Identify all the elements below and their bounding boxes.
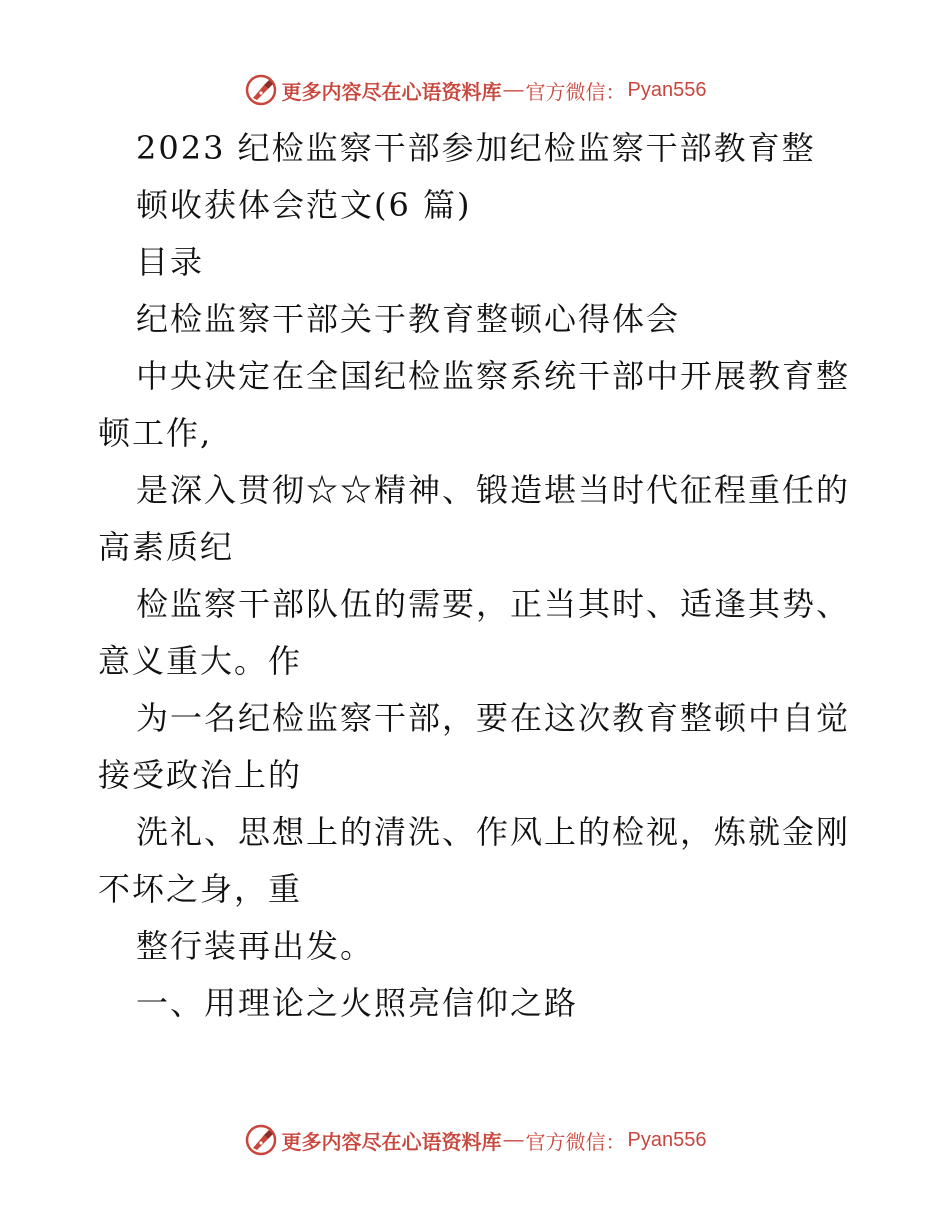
header-watermark (0, 70, 950, 110)
document-title-line-1: 2023 纪检监察干部参加纪检监察干部教育整 (136, 129, 816, 167)
paragraph-line: 不坏之身，重 (98, 870, 303, 908)
watermark-label: 官方微信： (525, 1129, 626, 1154)
paragraph-line: 是深入贯彻☆☆精神、锻造堪当时代征程重任的 (136, 471, 851, 509)
watermark-text: 更多内容尽在心语资料库 (281, 1129, 502, 1154)
paragraph-line: 意义重大。作 (98, 642, 303, 680)
footer-watermark (0, 1120, 950, 1160)
section-heading: 一、用理论之火照亮信仰之路 (136, 984, 579, 1022)
pen-nib-logo-icon (244, 1123, 278, 1157)
watermark-dash: — (503, 78, 524, 101)
paragraph-line: 接受政治上的 (98, 756, 303, 794)
watermark-account: Pyan556 (627, 78, 707, 101)
paragraph-line: 顿工作, (98, 414, 213, 452)
paragraph-line: 整行装再出发。 (136, 927, 375, 965)
section-title: 纪检监察干部关于教育整顿心得体会 (136, 300, 681, 338)
document-body (98, 120, 858, 1032)
paragraph-line: 洗礼、思想上的清洗、作风上的检视，炼就金刚 (136, 813, 851, 851)
toc-label: 目录 (136, 243, 205, 281)
watermark-text: 更多内容尽在心语资料库 (281, 79, 502, 104)
pen-nib-logo-icon (244, 73, 278, 107)
paragraph-line: 检监察干部队伍的需要，正当其时、适逢其势、 (136, 585, 851, 623)
watermark-account: Pyan556 (627, 1128, 707, 1151)
paragraph-line: 中央决定在全国纪检监察系统干部中开展教育整 (136, 357, 851, 395)
watermark-label: 官方微信： (525, 79, 626, 104)
watermark-dash: — (503, 1128, 524, 1151)
paragraph-line: 为一名纪检监察干部，要在这次教育整顿中自觉 (136, 699, 851, 737)
paragraph-line: 高素质纪 (98, 528, 235, 566)
document-title-line-2: 顿收获体会范文(6 篇) (136, 186, 472, 224)
